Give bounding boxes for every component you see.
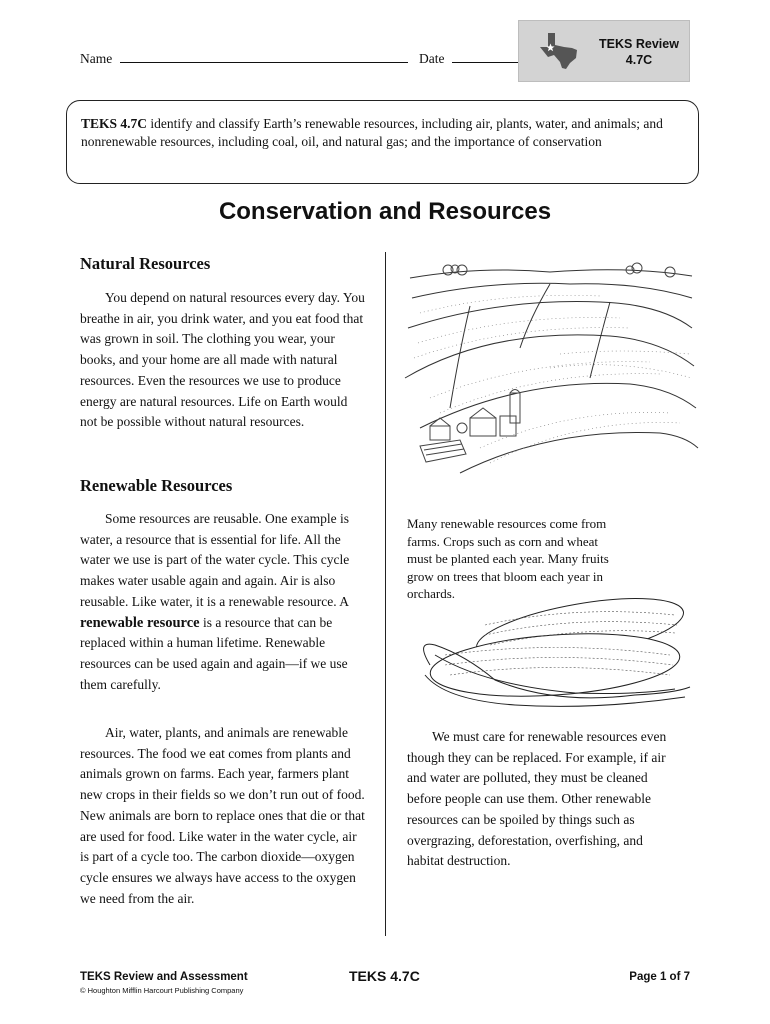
footer-left: [80, 971, 248, 995]
teks-review-badge: [518, 20, 690, 82]
renewable-resources-heading: Renewable Resources: [80, 476, 233, 495]
standard-text: identify and classify Earth’s renewable resources, including air, plants, water, and animals; and nonrenewable resources, including coal, oil, and natural gas; and the importance of conservation: [81, 116, 663, 149]
badge-code: 4.7C: [625, 53, 653, 67]
renewable-resource-term: renewable resource: [80, 614, 200, 631]
name-label: Name: [80, 51, 113, 66]
care-paragraph-text: We must care for renewable resources even though they can be replaced. For example, if air and water are polluted, they must be cleaned before people can use them. Other renewable resources can be spoiled by things such as overgrazing, deforestation, overfishing, and habitat destruction.: [407, 729, 667, 869]
footer-teks-code: TEKS 4.7C: [349, 968, 420, 984]
column-divider: [385, 252, 386, 936]
name-date-line: [80, 50, 522, 67]
farm-caption: Many renewable resources come from farms. Crops such as corn and wheat must be planted each year. Many fruits grow on trees that bloom each year in orchards.: [407, 516, 609, 602]
renewable-paragraph-2: [80, 723, 365, 909]
renewable-paragraph-1: [80, 509, 365, 695]
care-paragraph: [407, 727, 677, 872]
footer-copyright: © Houghton Mifflin Harcourt Publishing Company: [80, 986, 244, 995]
standard-code: TEKS 4.7C: [81, 116, 148, 131]
corn-ears-illustration: [405, 585, 700, 715]
page-title: Conservation and Resources: [218, 198, 552, 225]
footer-title: TEKS Review and Assessment: [80, 971, 248, 983]
renewable-p1-text: Some resources are reusable. One example is water, a resource that is essential for life. All the water we use is part of the water cycle. This cycle makes water usable again and again. Air is also reusable. Like water, it is a renewable resource. A: [80, 511, 350, 609]
farm-fields-illustration: [400, 258, 700, 478]
badge-title: TEKS Review: [599, 37, 679, 51]
texas-state-icon: [539, 32, 579, 70]
renewable-p2-text: Air, water, plants, and animals are renewable resources. The food we eat comes from plants and animals grown on farms. Each year, farmers plant new crops in their fields so we don’t run out of food. New animals are born to replace ones that die or that are used for food. Like water in the water cycle, air is part of a cycle too. The carbon dioxide—oxygen cycle ensures we always have access to the oxygen we need from the air.: [80, 725, 365, 906]
page-number: Page 1 of 7: [629, 971, 690, 983]
natural-resources-text: You depend on natural resources every day. You breathe in air, you drink water, and you eat food that was grown in soil. The clothing you wear, your books, and your home are all made with natural resources. Even the resources we use to produce energy are natural resources. Life on Earth would not be possible without natural resources.: [80, 290, 365, 430]
natural-resources-heading: Natural Resources: [80, 254, 211, 273]
renewable-p1-text-cont: is a resource that can be replaced within a human lifetime. Renewable resources can be used again and again—if we use them carefully.: [80, 614, 348, 692]
date-label: Date: [418, 51, 445, 66]
date-field[interactable]: [452, 50, 522, 63]
standard-box: [66, 100, 699, 184]
natural-resources-paragraph: [80, 288, 365, 433]
name-field[interactable]: [120, 50, 408, 63]
